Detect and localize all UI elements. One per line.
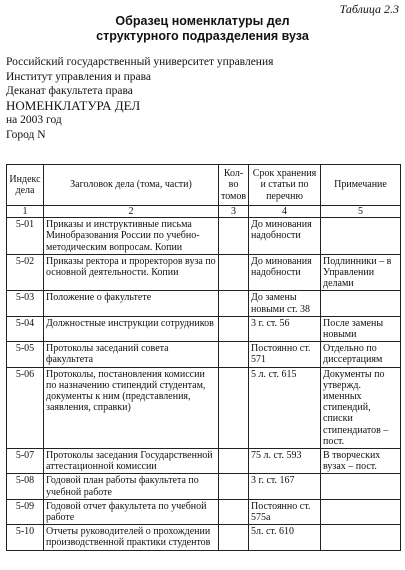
- column-number-row: [7, 206, 401, 218]
- cell-term: 5 л. ст. 615: [249, 367, 321, 448]
- nomenclature-table: [6, 164, 401, 551]
- table-label: Таблица 2.3: [339, 2, 399, 16]
- cell-count: [219, 525, 249, 550]
- city-name: Город N: [6, 128, 46, 141]
- column-number: 4: [249, 206, 321, 218]
- cell-index: 5-03: [7, 291, 44, 316]
- cell-count: [219, 342, 249, 367]
- cell-count: [219, 449, 249, 474]
- header-term: Срок хранения и статьи по перечню: [249, 165, 321, 206]
- university-name: Российский государственный университет управления: [6, 56, 274, 68]
- cell-note: [321, 499, 401, 524]
- cell-count: [219, 499, 249, 524]
- table-body: [7, 218, 401, 550]
- cell-count: [219, 474, 249, 499]
- cell-term: 3 г. ст. 56: [249, 316, 321, 341]
- table-row: [7, 474, 401, 499]
- table-row: [7, 367, 401, 448]
- cell-term: До минования надобности: [249, 218, 321, 255]
- cell-term: Постоянно ст. 575а: [249, 499, 321, 524]
- cell-count: [219, 218, 249, 255]
- cell-count: [219, 291, 249, 316]
- dean-office-name: Деканат факультета права: [6, 85, 133, 97]
- cell-heading: Протоколы заседаний совета факультета: [44, 342, 219, 367]
- cell-note: Отдельно по диссертациям: [321, 342, 401, 367]
- cell-note: Подлинники – в Управлении делами: [321, 254, 401, 291]
- table-row: [7, 525, 401, 550]
- cell-term: 75 л. ст. 593: [249, 449, 321, 474]
- cell-note: После замены новыми: [321, 316, 401, 341]
- institute-name: Институт управления и права: [6, 70, 152, 83]
- header-index: Индекс дела: [7, 165, 44, 206]
- cell-index: 5-01: [7, 218, 44, 255]
- cell-note: [321, 218, 401, 255]
- cell-index: 5-08: [7, 474, 44, 499]
- cell-term: До минования надобности: [249, 254, 321, 291]
- cell-note: Документы по утвержд. именных стипендий, списки стипендиатов – пост.: [321, 367, 401, 448]
- table-row: [7, 342, 401, 367]
- header-note: Примечание: [321, 165, 401, 206]
- column-number: 1: [7, 206, 44, 218]
- cell-heading: Должностные инструкции сотрудников: [44, 316, 219, 341]
- document-year: на 2003 год: [6, 114, 62, 126]
- cell-term: До замены новыми ст. 38: [249, 291, 321, 316]
- cell-note: [321, 291, 401, 316]
- document-title: [0, 14, 405, 44]
- cell-heading: Протоколы заседания Государственной аттестационной комиссии: [44, 449, 219, 474]
- cell-index: 5-02: [7, 254, 44, 291]
- column-number: 3: [219, 206, 249, 218]
- document-name: НОМЕНКЛАТУРА ДЕЛ: [6, 97, 141, 113]
- cell-heading: Приказы и инструктивные письма Минобразования России по учебно-методическим вопросам. Копии: [44, 218, 219, 255]
- cell-heading: Годовой план работы факультета по учебной работе: [44, 474, 219, 499]
- table-row: [7, 449, 401, 474]
- organization-block: [6, 55, 273, 142]
- cell-heading: Годовой отчет факультета по учебной работе: [44, 499, 219, 524]
- cell-term: 5л. ст. 610: [249, 525, 321, 550]
- cell-heading: Протоколы, постановления комиссии по назначению стипендий студентам, документы к ним (представления, заявления, справки): [44, 367, 219, 448]
- table-header-row: [7, 165, 401, 206]
- cell-note: [321, 525, 401, 550]
- cell-index: 5-07: [7, 449, 44, 474]
- cell-heading: Положение о факультете: [44, 291, 219, 316]
- table-row: [7, 291, 401, 316]
- cell-index: 5-04: [7, 316, 44, 341]
- cell-heading: Приказы ректора и проректоров вуза по основной деятельности. Копии: [44, 254, 219, 291]
- cell-index: 5-09: [7, 499, 44, 524]
- title-line-2: структурного подразделения вуза: [96, 29, 309, 43]
- cell-term: 3 г. ст. 167: [249, 474, 321, 499]
- table-row: [7, 499, 401, 524]
- table-row: [7, 218, 401, 255]
- cell-count: [219, 367, 249, 448]
- header-count: Кол-во томов: [219, 165, 249, 206]
- header-heading: Заголовок дела (тома, части): [44, 165, 219, 206]
- cell-note: В творческих вузах – пост.: [321, 449, 401, 474]
- column-number: 2: [44, 206, 219, 218]
- cell-count: [219, 316, 249, 341]
- cell-index: 5-05: [7, 342, 44, 367]
- table-row: [7, 254, 401, 291]
- table-row: [7, 316, 401, 341]
- cell-index: 5-06: [7, 367, 44, 448]
- column-number: 5: [321, 206, 401, 218]
- cell-term: Постоянно ст. 571: [249, 342, 321, 367]
- cell-heading: Отчеты руководителей о прохождении производственной практики студентов: [44, 525, 219, 550]
- cell-count: [219, 254, 249, 291]
- title-line-1: Образец номенклатуры дел: [115, 14, 290, 28]
- cell-index: 5-10: [7, 525, 44, 550]
- cell-note: [321, 474, 401, 499]
